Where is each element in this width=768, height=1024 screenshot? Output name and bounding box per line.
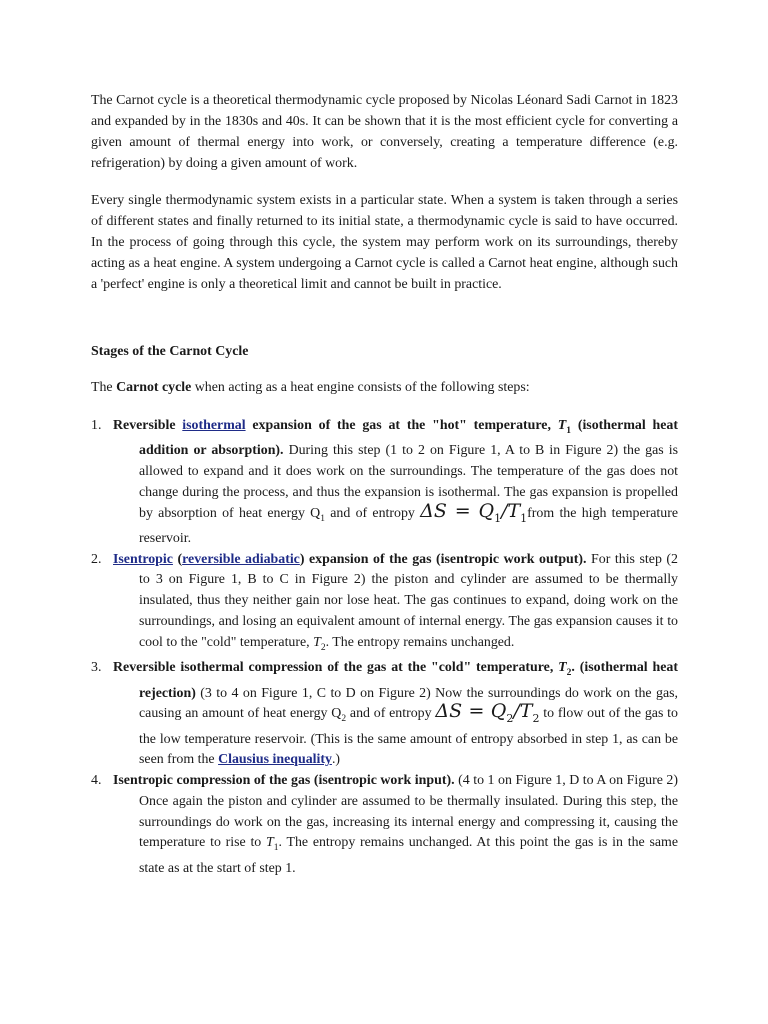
temp-var: T (266, 835, 274, 851)
step-text: from the high temperature reservoir. (139, 505, 679, 547)
step-1 (91, 416, 678, 550)
step-text: For this step (2 to 3 on Figure 1, B to C in Figure 2) the piston and cylinder are assumed to be thermally insulated, thus they neither gain nor lose heat. The gas continues to expand, doing work on the surroundings, and losing an equivalent amount of internal energy. The gas expansion causes it to cool to the "cold" temperature, (139, 551, 679, 650)
isentropic-link[interactable]: Isentropic (113, 551, 173, 567)
step-3 (91, 658, 678, 771)
math-part: /T (513, 700, 533, 723)
math-sub: 2 (532, 712, 540, 726)
temp-sub: 1 (273, 843, 279, 854)
step-title-part: (isothermal heat addition or absorption). (139, 418, 678, 459)
step-text: and of entropy (324, 505, 421, 521)
step-text: During this step (1 to 2 on Figure 1, A to B in Figure 2) the gas is allowed to expand and it does work on the surroundings. The temperature of the gas does not change during the process, and thus the expansion is isothermal. The gas expansion is propelled by absorption of heat energy Q (139, 443, 678, 521)
math-part: ΔS = Q (435, 700, 507, 723)
document-page (91, 90, 678, 879)
step-number: 1. (91, 418, 102, 433)
step-4 (91, 771, 678, 879)
temp-var: T (557, 418, 567, 433)
step-text: to flow out of the gas to the low temperature reservoir. (This is the same amount of entropy absorbed in step 1, as can be seen from the (139, 706, 678, 768)
step-title: Isentropic compression of the gas (isentropic work input). (113, 773, 455, 789)
temp-sub: 2 (566, 667, 572, 678)
step-title-part: ( (172, 551, 183, 567)
section-heading: Stages of the Carnot Cycle (91, 344, 249, 359)
steps-intro (91, 377, 678, 398)
math-sub: 1 (520, 511, 528, 525)
intro-paragraph-1: The Carnot cycle is a theoretical thermodynamic cycle proposed by Nicolas Léonard Sadi Carnot in 1823 and expanded by in the 1830s and 40s. It can be shown that it is the most efficient cycle for converting a given amount of thermal energy into work, or conversely, creating a temperature difference (e.g. refrigeration) by doing a given amount of work. (91, 93, 678, 171)
step-title (113, 552, 587, 567)
isothermal-link[interactable]: isothermal (182, 418, 246, 433)
reversible-adiabatic-link[interactable]: reversible adiabatic (182, 551, 300, 567)
step-text: (3 to 4 on Figure 1, C to D on Figure 2) Now the surroundings do work on the gas, causing an amount of heat energy Q (139, 685, 678, 722)
intro-pre: The (91, 380, 117, 395)
math-sub: 1 (494, 511, 502, 525)
clausius-inequality-link[interactable]: Clausius inequality (218, 752, 332, 768)
intro-bold: Carnot cycle (116, 380, 192, 395)
steps-list (91, 416, 678, 879)
step-text: (4 to 1 on Figure 1, D to A on Figure 2) Once again the piston and cylinder are assumed to be thermally insulated. During this step, the surroundings do work on the gas, increasing its internal energy and compressing it, causing the temperature to rise to (139, 773, 678, 851)
step-number: 4. (91, 773, 102, 789)
step-title-part: ) expansion of the gas (isentropic work output). (299, 551, 587, 567)
intro-paragraph-2: Every single thermodynamic system exists in a particular state. When a system is taken through a series of different states and finally returned to its initial state, a thermodynamic cycle is said to have occurred. In the process of going through this cycle, the system may perform work on its surroundings, thereby acting as a heat engine. A system undergoing a Carnot cycle is called a Carnot heat engine, although such a 'perfect' engine is only a theoretical limit and cannot be built in practice. (91, 193, 678, 292)
entropy-formula (435, 700, 540, 726)
step-text: . The entropy remains unchanged. (325, 634, 515, 650)
temp-sub: 2 (320, 642, 326, 653)
math-sub: 2 (506, 712, 514, 726)
step-number: 2. (91, 551, 102, 567)
step-text: and of entropy (346, 706, 436, 722)
step-number: 3. (91, 660, 102, 676)
step-title-part: Reversible isothermal compression of the gas at the "cold" temperature, (113, 660, 559, 676)
q-sub: 1 (320, 513, 325, 524)
temp-var: T (558, 660, 567, 676)
temp-var: T (313, 634, 321, 650)
q-sub: 2 (341, 714, 347, 725)
step-text: . The entropy remains unchanged. At this point the gas is in the same state as at the start of step 1. (139, 835, 678, 876)
intro-post: when acting as a heat engine consists of the following steps: (191, 380, 530, 395)
math-part: ΔS = Q (420, 499, 495, 522)
math-part: /T (501, 499, 521, 522)
step-title-part: expansion of the gas at the "hot" temperature, (245, 418, 558, 433)
entropy-formula (420, 499, 528, 525)
step-2 (91, 550, 678, 658)
temp-sub: 1 (566, 425, 572, 436)
step-title-part: . (isothermal heat rejection) (139, 660, 678, 701)
step-text: .) (331, 752, 341, 768)
step-title-part: Reversible (113, 418, 183, 433)
